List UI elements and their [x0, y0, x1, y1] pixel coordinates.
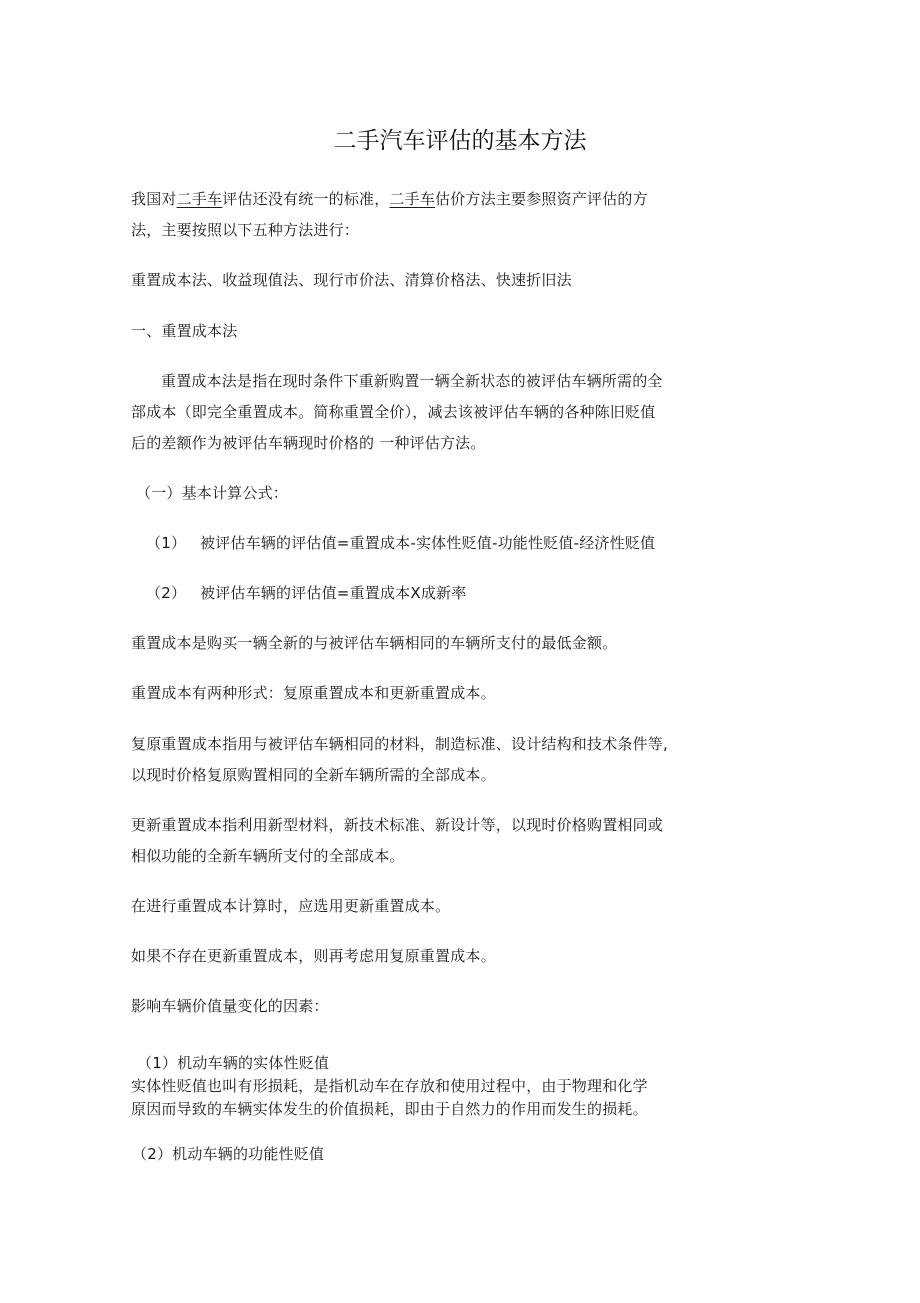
intro-line-2: 法，主要按照以下五种方法进行： [131, 221, 360, 239]
used-car-link[interactable]: 二手车 [176, 190, 223, 208]
paragraph-update-line-1: 更新重置成本指利用新型材料，新技术标准、新设计等，以现时价格购置相同或 [131, 816, 664, 834]
intro-text: 评估还没有统一的标准， [222, 190, 390, 208]
factor-1-line-1: 实体性贬值也叫有形损耗，是指机动车在存放和使用过程中，由于物理和化学 [131, 1077, 648, 1095]
factors-heading: 影响车辆价值量变化的因素： [131, 997, 329, 1015]
paragraph-fallback: 如果不存在更新重置成本，则再考虑用复原重置成本。 [131, 947, 496, 965]
definition-line-3: 后的差额作为被评估车辆现时价格的 一种评估方法。 [131, 434, 486, 452]
used-car-link[interactable]: 二手车 [389, 190, 436, 208]
paragraph-cost: 重置成本是购买一辆全新的与被评估车辆相同的车辆所支付的最低金额。 [131, 634, 618, 652]
formula-1-number: （1） [146, 534, 187, 552]
definition-line-1: 重置成本法是指在现时条件下重新购置一辆全新状态的被评估车辆所需的全 [161, 372, 663, 390]
intro-text: 我国对 [131, 190, 177, 208]
methods-list: 重置成本法、收益现值法、现行市价法、清算价格法、快速折旧法 [131, 271, 572, 289]
paragraph-choose: 在进行重置成本计算时，应选用更新重置成本。 [131, 897, 451, 915]
page-title: 二手汽车评估的基本方法 [333, 128, 587, 154]
intro-text: 估价方法主要参照资产评估的方 [435, 190, 648, 208]
definition-line-2: 部成本（即完全重置成本。简称重置全价），减去该被评估车辆的各种陈旧贬值 [131, 403, 656, 421]
formula-2-number: （2） [146, 584, 187, 602]
paragraph-restore-line-2: 以现时价格复原购置相同的全新车辆所需的全部成本。 [131, 766, 496, 784]
factor-1-heading: （1）机动车辆的实体性贬值 [137, 1054, 330, 1072]
formula-2-text: 被评估车辆的评估值=重置成本X成新率 [200, 584, 467, 602]
paragraph-update-line-2: 相似功能的全新车辆所支付的全部成本。 [131, 847, 405, 865]
factor-2-heading: （2）机动车辆的功能性贬值 [132, 1145, 325, 1163]
paragraph-forms: 重置成本有两种形式：复原重置成本和更新重置成本。 [131, 684, 496, 702]
formula-1-text: 被评估车辆的评估值=重置成本-实体性贬值-功能性贬值-经济性贬值 [200, 534, 656, 552]
section-heading: 一、重置成本法 [131, 322, 238, 340]
paragraph-restore-line-1: 复原重置成本指用与被评估车辆相同的材料，制造标准、设计结构和技术条件等, [131, 735, 668, 753]
intro-line-1 [131, 189, 648, 209]
factor-1-line-2: 原因而导致的车辆实体发生的价值损耗，即由于自然力的作用而发生的损耗。 [131, 1100, 648, 1118]
formula-heading: （一）基本计算公式： [136, 484, 289, 502]
